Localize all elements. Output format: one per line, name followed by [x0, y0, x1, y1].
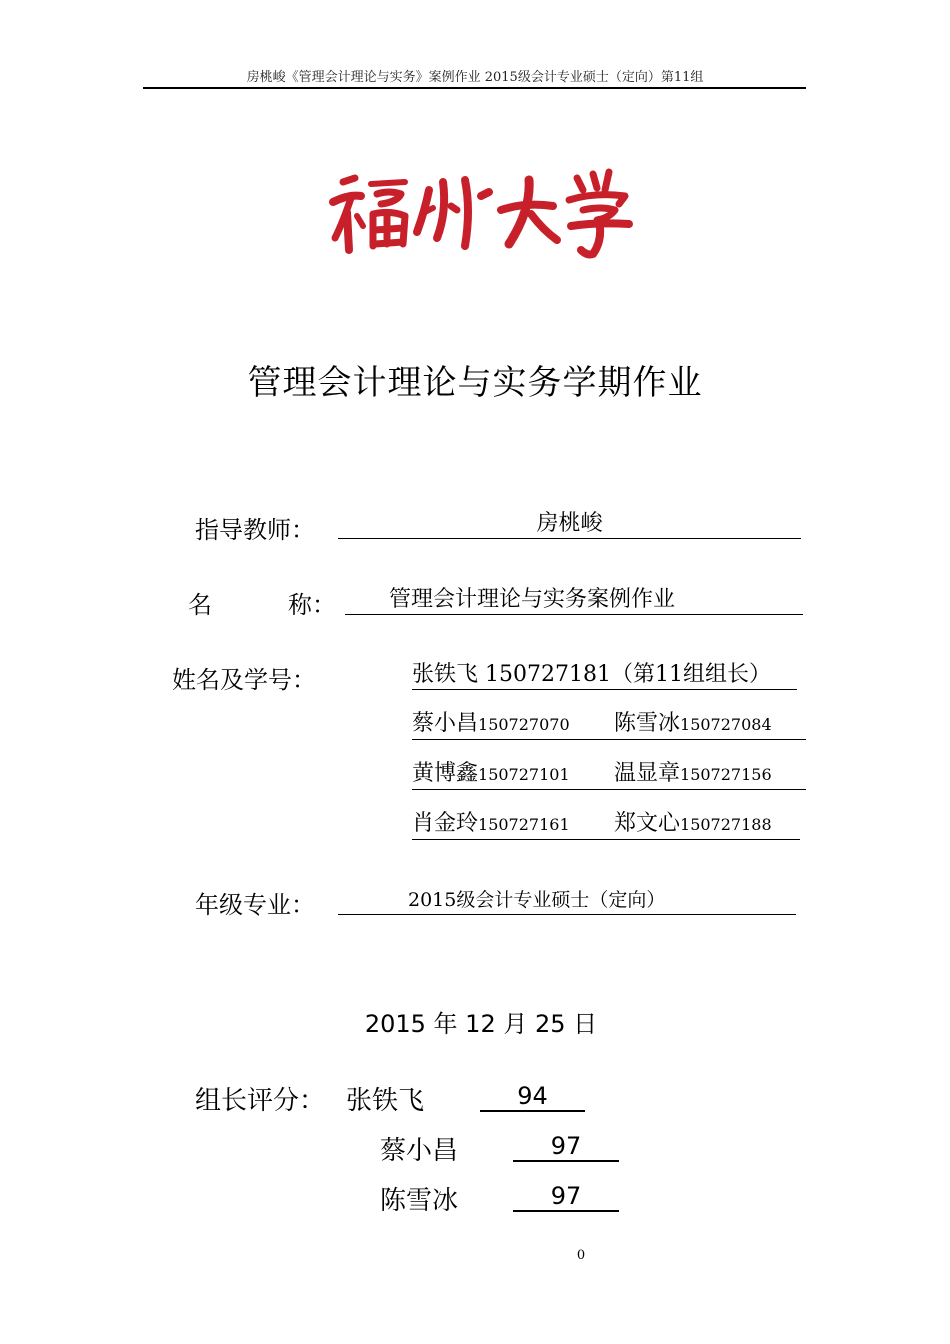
advisor-field — [338, 510, 801, 539]
score-value: 94 — [480, 1082, 585, 1112]
member-row — [412, 710, 806, 740]
member-id: 150727070 — [478, 715, 570, 734]
member-id: 150727156 — [680, 765, 772, 784]
grade-field — [338, 886, 796, 915]
name-label-right: 称： — [288, 591, 336, 619]
member-id: 150727084 — [680, 715, 772, 734]
member-leader-note: （第11组组长） — [611, 662, 771, 687]
name-label-left: 名 — [188, 591, 212, 619]
document-date: 2015 年 12 月 25 日 — [364, 1010, 598, 1038]
name-value: 管理会计理论与实务案例作业 — [389, 587, 676, 612]
member-leader-id: 150727181 — [485, 662, 611, 687]
members-label: 姓名及学号： — [172, 666, 316, 694]
page-number: 0 — [576, 1248, 586, 1263]
header-divider — [143, 87, 806, 89]
member-name: 黄博鑫 — [412, 761, 479, 786]
member-name: 陈雪冰 — [614, 711, 681, 736]
grade-value: 2015级会计专业硕士（定向） — [408, 889, 666, 911]
score-value: 97 — [513, 1182, 619, 1212]
score-name: 陈雪冰 — [380, 1186, 459, 1216]
advisor-label: 指导教师： — [195, 516, 315, 544]
name-field — [345, 586, 803, 615]
running-header: 房桃峻《管理会计理论与实务》案例作业 2015级会计专业硕士（定向）第11组 — [246, 70, 704, 85]
member-id: 150727161 — [478, 815, 570, 834]
member-name: 郑文心 — [614, 811, 681, 836]
document-title: 管理会计理论与实务学期作业 — [247, 363, 703, 403]
member-row — [412, 760, 806, 790]
university-logo — [325, 160, 645, 260]
member-leader-row — [412, 661, 797, 690]
member-row — [412, 810, 800, 840]
score-name: 蔡小昌 — [380, 1136, 459, 1166]
university-logo-calligraphy — [325, 160, 645, 260]
advisor-value: 房桃峻 — [536, 511, 603, 536]
member-id: 150727188 — [680, 815, 772, 834]
member-name: 肖金玲 — [412, 811, 479, 836]
grade-label: 年级专业： — [195, 891, 315, 919]
score-value: 97 — [513, 1132, 619, 1162]
member-name: 蔡小昌 — [412, 711, 479, 736]
scores-label: 组长评分： — [195, 1086, 326, 1116]
score-name: 张铁飞 — [346, 1086, 425, 1116]
member-leader-name: 张铁飞 — [412, 662, 479, 687]
member-name: 温显章 — [614, 761, 681, 786]
member-id: 150727101 — [478, 765, 570, 784]
